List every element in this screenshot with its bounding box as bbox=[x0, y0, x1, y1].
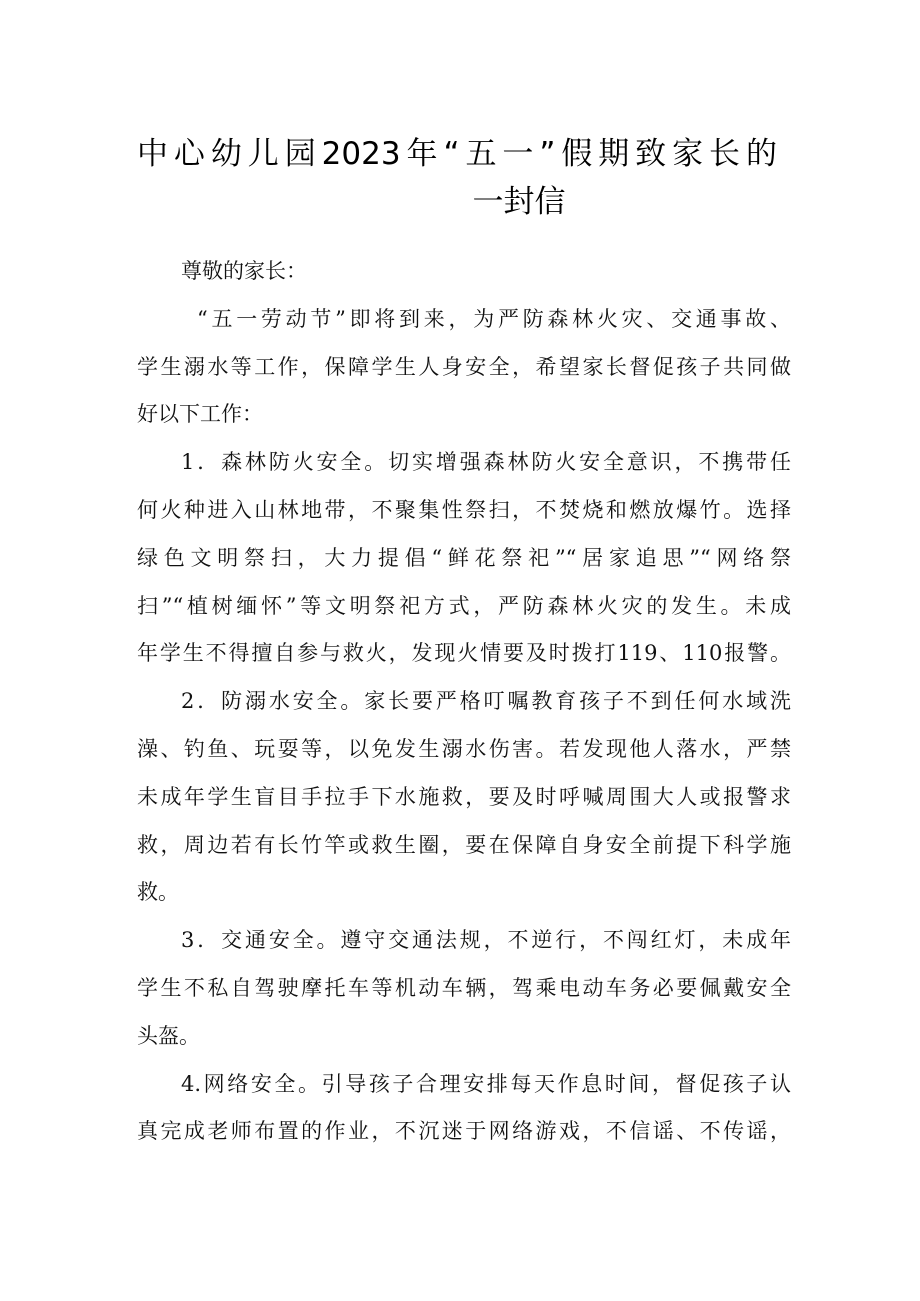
paragraph-intro bbox=[137, 296, 791, 439]
text-line: 年学生不得擅自参与救火，发现火情要及时拨打119、110报警。 bbox=[137, 641, 791, 666]
text-line: 救。 bbox=[137, 880, 179, 905]
text-line: 扫”“植树缅怀”等文明祭祀方式，严防森林火灾的发生。未成 bbox=[137, 593, 791, 618]
text-line: “五一劳动节”即将到来，为严防森林火灾、交通事故、 bbox=[197, 306, 791, 331]
text-line: 未成年学生盲目手拉手下水施救，要及时呼喊周围大人或报警求 bbox=[137, 784, 791, 809]
title-line-2-text: 一封信 bbox=[472, 184, 566, 220]
text-line: 学生溺水等工作，保障学生人身安全，希望家长督促孩子共同做 bbox=[137, 354, 791, 379]
paragraph-drowning-safety bbox=[137, 678, 791, 917]
text-line: 2．防溺水安全。家长要严格叮嘱教育孩子不到任何水域洗 bbox=[181, 689, 791, 714]
text-line: 救，周边若有长竹竿或救生圈，要在保障自身安全前提下科学施 bbox=[137, 832, 791, 857]
text-line: 好以下工作： bbox=[137, 402, 263, 427]
letter-body bbox=[137, 248, 791, 1156]
paragraph-internet-safety bbox=[137, 1061, 791, 1157]
greeting: 尊敬的家长： bbox=[181, 259, 307, 283]
text-line: 4.网络安全。引导孩子合理安排每天作息时间，督促孩子认 bbox=[181, 1071, 791, 1096]
document-title-line-1: 中心幼儿园2023年“五一”假期致家长的 bbox=[137, 136, 777, 172]
text-line: 头盔。 bbox=[137, 1023, 200, 1048]
text-line: 3．交通安全。遵守交通法规，不逆行，不闯红灯，未成年 bbox=[181, 928, 791, 953]
text-line: 何火种进入山林地带，不聚集性祭扫，不焚烧和燃放爆竹。选择 bbox=[137, 497, 791, 522]
text-line: 学生不私自驾驶摩托车等机动车辆，驾乘电动车务必要佩戴安全 bbox=[137, 975, 791, 1000]
text-line: 澡、钓鱼、玩耍等，以免发生溺水伤害。若发现他人落水，严禁 bbox=[137, 736, 791, 761]
text-line: 真完成老师布置的作业，不沉迷于网络游戏，不信谣、不传谣， bbox=[137, 1119, 791, 1144]
text-line: 1．森林防火安全。切实增强森林防火安全意识，不携带任 bbox=[181, 450, 791, 475]
paragraph-forest-fire-safety bbox=[137, 439, 791, 678]
text-line: 绿色文明祭扫，大力提倡“鲜花祭祀”“居家追思”“网络祭 bbox=[137, 545, 791, 570]
paragraph-traffic-safety bbox=[137, 917, 791, 1060]
document-title-line-2 bbox=[0, 176, 920, 221]
